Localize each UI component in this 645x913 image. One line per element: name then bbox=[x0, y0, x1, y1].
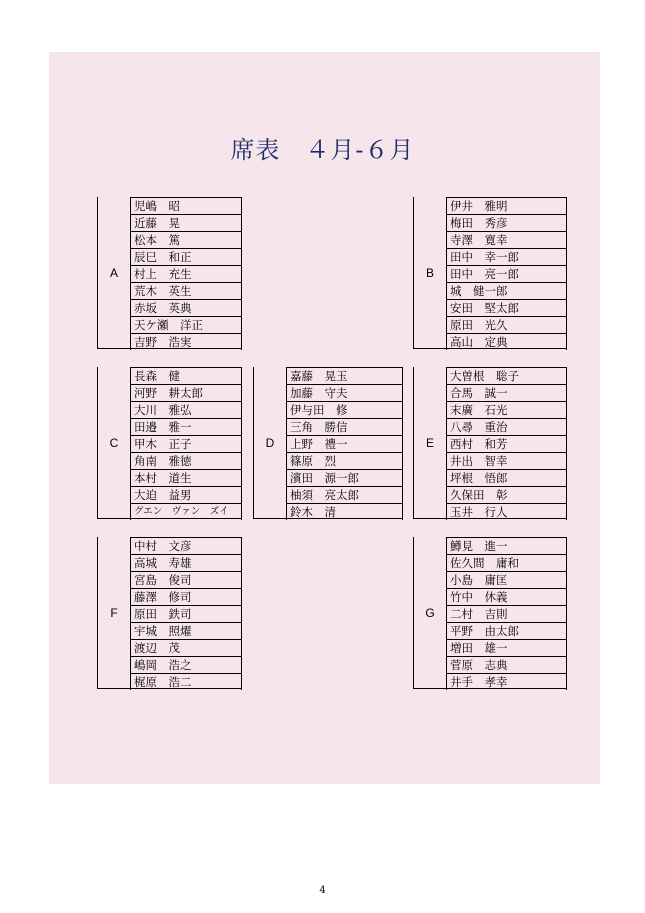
member-name: 安田 堅太郎 bbox=[447, 299, 567, 316]
member-name: 二村 吉則 bbox=[447, 605, 567, 622]
member-name: 吉野 浩実 bbox=[131, 333, 242, 350]
member-name: 中村 文彦 bbox=[131, 537, 242, 554]
seat-group-g bbox=[413, 537, 566, 689]
member-name: 大川 雅弘 bbox=[131, 401, 242, 418]
member-name: 篠原 烈 bbox=[287, 452, 403, 469]
member-name: 城 健一郎 bbox=[447, 282, 567, 299]
member-name: 嘉藤 晃玉 bbox=[287, 367, 403, 384]
member-list bbox=[446, 197, 567, 350]
member-name: 原田 光久 bbox=[447, 316, 567, 333]
seat-group-f bbox=[97, 537, 241, 689]
member-name: 濱田 源一郎 bbox=[287, 469, 403, 486]
member-name: 高山 定典 bbox=[447, 333, 567, 350]
member-name: 小島 庸匡 bbox=[447, 571, 567, 588]
member-name: 村上 充生 bbox=[131, 265, 242, 282]
member-name: 渡辺 茂 bbox=[131, 639, 242, 656]
member-name: 田中 幸一郎 bbox=[447, 248, 567, 265]
member-list bbox=[130, 537, 242, 690]
member-name: 嶋岡 浩之 bbox=[131, 656, 242, 673]
member-name: 玉井 行人 bbox=[447, 503, 567, 520]
member-name: 宮島 俊司 bbox=[131, 571, 242, 588]
member-name: 本村 道生 bbox=[131, 469, 242, 486]
member-name: 宇城 照燿 bbox=[131, 622, 242, 639]
member-name: 末廣 石光 bbox=[447, 401, 567, 418]
member-name: 伊井 雅明 bbox=[447, 197, 567, 214]
member-name: 藤澤 修司 bbox=[131, 588, 242, 605]
member-name: 荒木 英生 bbox=[131, 282, 242, 299]
member-name: 三角 勝信 bbox=[287, 418, 403, 435]
member-name: 河野 耕太郎 bbox=[131, 384, 242, 401]
member-name: 辰巳 和正 bbox=[131, 248, 242, 265]
group-label: F bbox=[110, 605, 118, 620]
member-name: 近藤 晃 bbox=[131, 214, 242, 231]
member-name: 原田 鉄司 bbox=[131, 605, 242, 622]
member-name: 八尋 重治 bbox=[447, 418, 567, 435]
seat-group-e bbox=[413, 367, 566, 519]
member-name: 田邉 雅一 bbox=[131, 418, 242, 435]
group-label: D bbox=[265, 435, 275, 450]
member-name: 天ケ瀬 洋正 bbox=[131, 316, 242, 333]
member-name: 松本 篤 bbox=[131, 231, 242, 248]
member-name: 柚須 亮太郎 bbox=[287, 486, 403, 503]
member-list bbox=[446, 537, 567, 690]
member-name: 梅田 秀彦 bbox=[447, 214, 567, 231]
group-label: A bbox=[109, 265, 118, 280]
member-name: 梶原 浩二 bbox=[131, 673, 242, 690]
member-name: 井手 孝幸 bbox=[447, 673, 567, 690]
member-name: 大曽根 聡子 bbox=[447, 367, 567, 384]
member-name: 上野 禮一 bbox=[287, 435, 403, 452]
member-name: 竹中 休義 bbox=[447, 588, 567, 605]
member-name: 大迫 益男 bbox=[131, 486, 242, 503]
seat-group-c bbox=[97, 367, 241, 519]
member-name: 甲木 正子 bbox=[131, 435, 242, 452]
seat-group-d bbox=[253, 367, 402, 519]
member-name: 寺澤 寛幸 bbox=[447, 231, 567, 248]
page-title: 席表 ４月-６月 bbox=[230, 136, 415, 164]
member-list bbox=[130, 367, 242, 520]
member-name: 鈴木 清 bbox=[287, 503, 403, 520]
member-name: 西村 和芳 bbox=[447, 435, 567, 452]
seat-group-b bbox=[413, 197, 566, 349]
member-name: 合馬 誠一 bbox=[447, 384, 567, 401]
member-name: 児嶋 昭 bbox=[131, 197, 242, 214]
group-label: E bbox=[425, 435, 434, 450]
member-list bbox=[286, 367, 403, 520]
member-name: 赤坂 英典 bbox=[131, 299, 242, 316]
member-list bbox=[130, 197, 242, 350]
member-name: 坪根 悟郎 bbox=[447, 469, 567, 486]
member-name: 角南 雅徳 bbox=[131, 452, 242, 469]
member-name: 佐久間 庸和 bbox=[447, 554, 567, 571]
member-name: 高城 寿雄 bbox=[131, 554, 242, 571]
member-name: 鱒見 進一 bbox=[447, 537, 567, 554]
group-label: C bbox=[109, 435, 119, 450]
group-label: B bbox=[425, 265, 434, 280]
member-name: 菅原 志典 bbox=[447, 656, 567, 673]
member-name: 井出 智幸 bbox=[447, 452, 567, 469]
member-name: 久保田 彰 bbox=[447, 486, 567, 503]
page-number: 4 bbox=[319, 885, 326, 896]
member-name: 長森 健 bbox=[131, 367, 242, 384]
member-name: グエン ヴァン ズイ bbox=[131, 503, 242, 520]
member-name: 伊与田 修 bbox=[287, 401, 403, 418]
member-name: 平野 由太郎 bbox=[447, 622, 567, 639]
member-name: 加藤 守夫 bbox=[287, 384, 403, 401]
member-name: 田中 亮一郎 bbox=[447, 265, 567, 282]
member-name: 増田 雄一 bbox=[447, 639, 567, 656]
seat-group-a bbox=[97, 197, 241, 349]
member-list bbox=[446, 367, 567, 520]
group-label: G bbox=[425, 605, 435, 620]
